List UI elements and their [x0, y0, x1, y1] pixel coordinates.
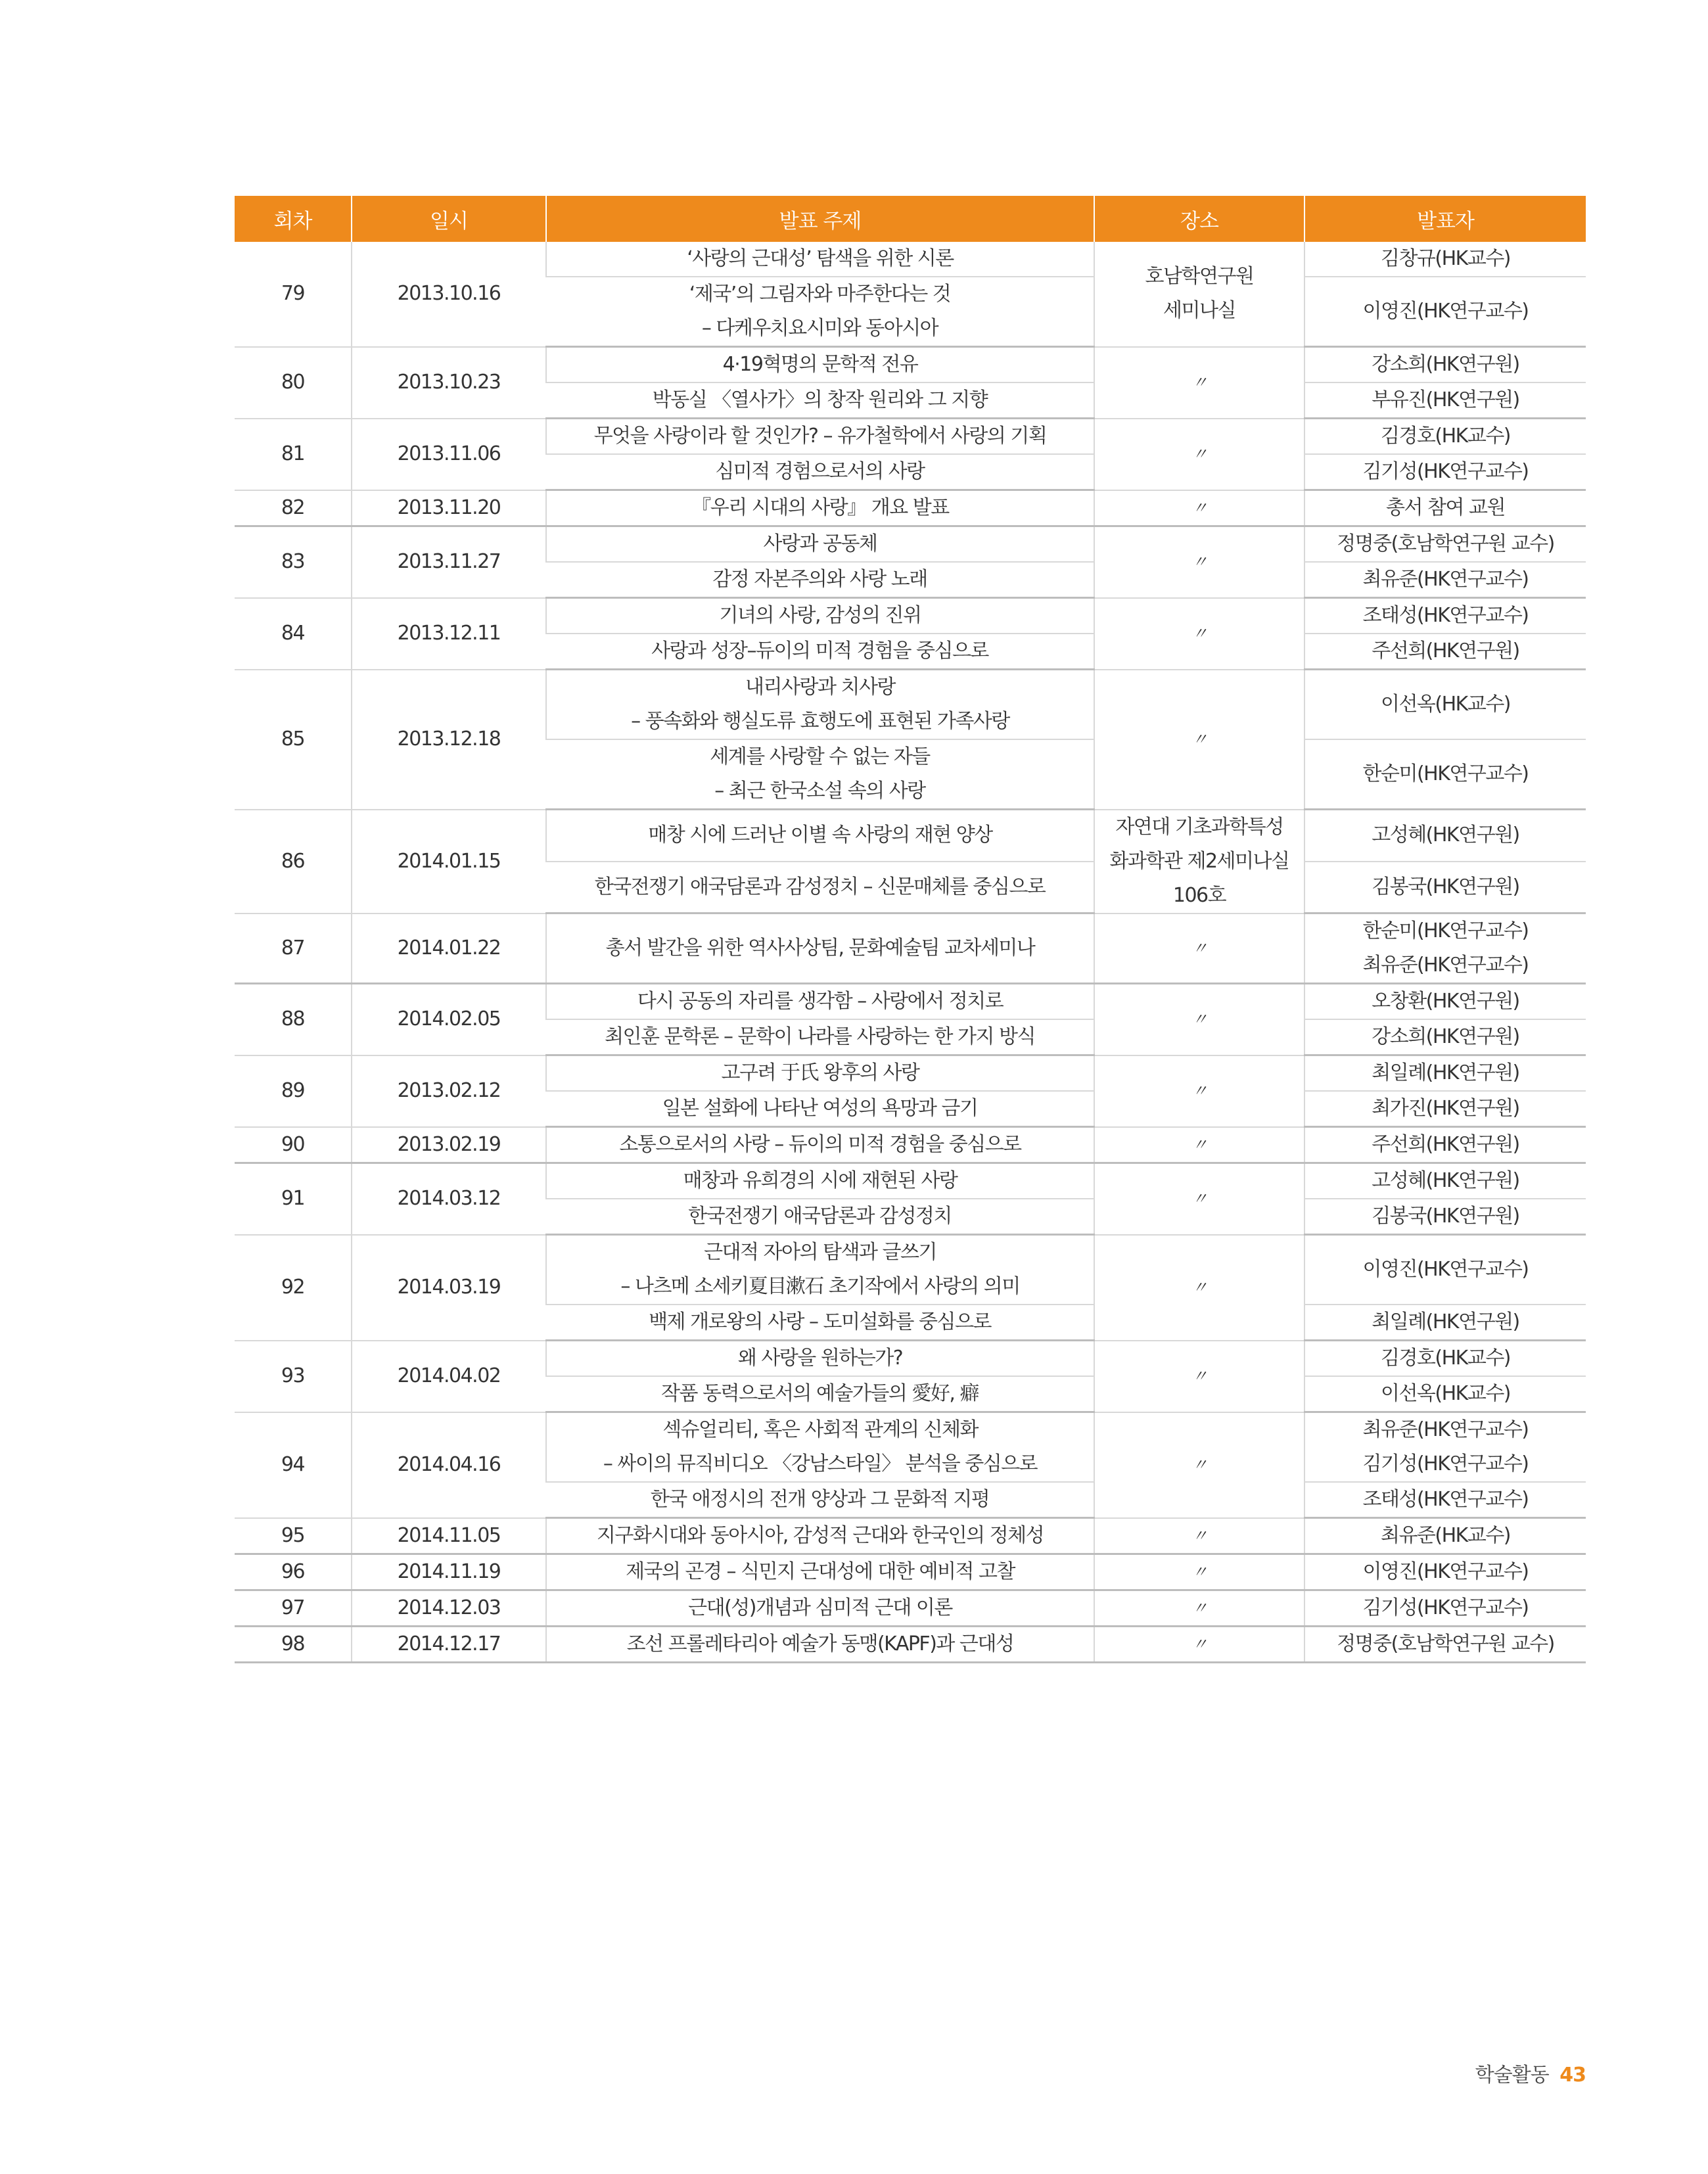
topic-line: 매창 시에 드러난 이별 속 사랑의 재현 양상 — [648, 823, 992, 847]
header-venue: 장소 — [1094, 196, 1304, 242]
presenter-cell — [1304, 1305, 1586, 1341]
topic-line: 다시 공동의 자리를 생각함 – 사랑에서 정치로 — [637, 990, 1004, 1013]
topic-line: 기녀의 사랑, 감성의 진위 — [719, 604, 921, 627]
table-row — [235, 810, 1586, 862]
date-cell: 2013.11.20 — [352, 490, 546, 526]
table-row — [235, 1554, 1586, 1590]
round-cell: 81 — [235, 419, 352, 490]
topic-line: – 다케우치요시미와 동아시아 — [701, 317, 938, 340]
presenter-line: 강소희(HK연구원) — [1372, 1025, 1519, 1048]
presenter-cell — [1304, 914, 1586, 984]
presenter-line: 조태성(HK연구교수) — [1362, 604, 1529, 627]
topic-line: 한국 애정시의 전개 양상과 그 문화적 지평 — [650, 1488, 990, 1511]
presenter-line: 한순미(HK연구교수) — [1362, 919, 1529, 942]
topic-cell — [546, 1127, 1094, 1163]
presenter-cell — [1304, 862, 1586, 914]
venue-line: 〃 — [1191, 1190, 1207, 1209]
topic-line: 최인훈 문학론 – 문학이 나라를 사랑하는 한 가지 방식 — [605, 1025, 1035, 1048]
venue-line: 〃 — [1191, 1082, 1207, 1100]
date-cell: 2013.11.06 — [352, 419, 546, 490]
presenter-line: 고성혜(HK연구원) — [1372, 823, 1519, 847]
topic-cell — [546, 739, 1094, 810]
presenter-line: 한순미(HK연구교수) — [1362, 762, 1529, 785]
venue-cell — [1094, 1341, 1304, 1412]
venue-line: 〃 — [1191, 1456, 1207, 1474]
presenter-cell — [1304, 1412, 1586, 1483]
topic-cell — [546, 1554, 1094, 1590]
seminar-schedule-table — [235, 196, 1586, 1663]
header-topic: 발표 주제 — [546, 196, 1094, 242]
table-row — [235, 1235, 1586, 1305]
venue-cell — [1094, 347, 1304, 419]
venue-line: 자연대 기초과학특성 — [1115, 815, 1283, 839]
round-cell: 84 — [235, 598, 352, 670]
date-cell: 2013.10.23 — [352, 347, 546, 419]
topic-cell — [546, 862, 1094, 914]
presenter-line: 이영진(HK연구교수) — [1362, 1560, 1529, 1583]
round-cell: 95 — [235, 1518, 352, 1554]
topic-line: ‘사랑의 근대성’ 탐색을 위한 시론 — [687, 247, 954, 270]
presenter-cell — [1304, 382, 1586, 419]
topic-line: 근대적 자아의 탐색과 글쓰기 — [704, 1241, 936, 1264]
presenter-cell — [1304, 1554, 1586, 1590]
topic-cell — [546, 1482, 1094, 1518]
presenter-line: 김경호(HK교수) — [1380, 425, 1511, 448]
venue-line: 〃 — [1191, 938, 1207, 958]
venue-cell — [1094, 1055, 1304, 1127]
presenter-line: 정명중(호남학연구원 교수) — [1337, 532, 1554, 555]
topic-line: 한국전쟁기 애국담론과 감성정치 — [688, 1205, 952, 1228]
venue-line: 〃 — [1191, 498, 1207, 517]
date-cell: 2014.03.19 — [352, 1235, 546, 1341]
venue-cell — [1094, 1163, 1304, 1235]
table-row — [235, 914, 1586, 984]
venue-cell — [1094, 1554, 1304, 1590]
presenter-cell — [1304, 1055, 1586, 1092]
topic-line: 감정 자본주의와 사랑 노래 — [712, 568, 927, 591]
round-cell: 88 — [235, 984, 352, 1055]
presenter-line: 최가진(HK연구원) — [1372, 1097, 1519, 1120]
table-row — [235, 490, 1586, 526]
venue-cell — [1094, 1127, 1304, 1163]
venue-line: 106호 — [1172, 883, 1226, 907]
header-round: 회차 — [235, 196, 352, 242]
presenter-cell — [1304, 1163, 1586, 1199]
page-number: 43 — [1559, 2064, 1586, 2087]
round-cell: 82 — [235, 490, 352, 526]
round-cell: 79 — [235, 242, 352, 347]
round-cell: 83 — [235, 526, 352, 598]
table-row — [235, 242, 1586, 277]
date-cell: 2014.01.15 — [352, 810, 546, 914]
topic-line: 제국의 곤경 – 식민지 근대성에 대한 예비적 고찰 — [626, 1560, 1015, 1583]
presenter-cell — [1304, 1376, 1586, 1412]
presenter-cell — [1304, 1590, 1586, 1627]
presenter-cell — [1304, 1235, 1586, 1305]
presenter-cell — [1304, 1627, 1586, 1663]
table-header-row — [235, 196, 1586, 242]
venue-cell — [1094, 984, 1304, 1055]
topic-cell — [546, 914, 1094, 984]
presenter-line: 이선옥(HK교수) — [1380, 693, 1511, 716]
presenter-cell — [1304, 242, 1586, 277]
venue-cell — [1094, 490, 1304, 526]
date-cell: 2014.11.05 — [352, 1518, 546, 1554]
round-cell: 92 — [235, 1235, 352, 1341]
presenter-cell — [1304, 1127, 1586, 1163]
presenter-cell — [1304, 810, 1586, 862]
table-row — [235, 1341, 1586, 1377]
date-cell: 2014.02.05 — [352, 984, 546, 1055]
presenter-line: 김창규(HK교수) — [1380, 247, 1511, 270]
date-cell: 2014.11.19 — [352, 1554, 546, 1590]
header-date: 일시 — [352, 196, 546, 242]
date-cell: 2013.02.19 — [352, 1127, 546, 1163]
topic-cell — [546, 1055, 1094, 1092]
venue-line: 세미나실 — [1163, 299, 1235, 323]
venue-line: 〃 — [1191, 624, 1207, 643]
presenter-cell — [1304, 1518, 1586, 1554]
venue-cell — [1094, 419, 1304, 490]
date-cell: 2014.03.12 — [352, 1163, 546, 1235]
topic-cell — [546, 670, 1094, 740]
round-cell: 98 — [235, 1627, 352, 1663]
round-cell: 91 — [235, 1163, 352, 1235]
round-cell: 80 — [235, 347, 352, 419]
presenter-line: 김기성(HK연구교수) — [1362, 1452, 1529, 1475]
presenter-line: 고성혜(HK연구원) — [1372, 1169, 1519, 1192]
topic-line: 조선 프롤레타리아 예술가 동맹(KAPF)과 근대성 — [626, 1632, 1014, 1655]
venue-line: 〃 — [1191, 730, 1207, 749]
venue-line: 〃 — [1191, 1635, 1207, 1654]
date-cell: 2014.04.16 — [352, 1412, 546, 1518]
table-row — [235, 347, 1586, 383]
topic-line: 총서 발간을 위한 역사사상팀, 문화예술팀 교차세미나 — [605, 937, 1035, 960]
presenter-cell — [1304, 598, 1586, 634]
topic-cell — [546, 1019, 1094, 1055]
presenter-cell — [1304, 739, 1586, 810]
topic-line: 근대(성)개념과 심미적 근대 이론 — [688, 1596, 952, 1619]
round-cell: 90 — [235, 1127, 352, 1163]
topic-line: 매창과 유희경의 시에 재현된 사랑 — [683, 1169, 958, 1192]
venue-cell — [1094, 1590, 1304, 1627]
table-row — [235, 984, 1586, 1020]
presenter-cell — [1304, 634, 1586, 670]
topic-line: – 싸이의 뮤직비디오 〈강남스타일〉 분석을 중심으로 — [603, 1452, 1038, 1475]
topic-cell — [546, 419, 1094, 455]
venue-cell — [1094, 810, 1304, 914]
table-row — [235, 526, 1586, 563]
venue-cell — [1094, 1412, 1304, 1518]
topic-line: 백제 개로왕의 사랑 – 도미설화를 중심으로 — [649, 1310, 991, 1333]
presenter-line: 김봉국(HK연구원) — [1372, 1205, 1519, 1228]
round-cell: 86 — [235, 810, 352, 914]
presenter-line: 이영진(HK연구교수) — [1362, 1258, 1529, 1281]
topic-cell — [546, 1412, 1094, 1483]
topic-cell — [546, 1235, 1094, 1305]
topic-cell — [546, 598, 1094, 634]
venue-line: 〃 — [1191, 553, 1207, 572]
presenter-line: 이영진(HK연구교수) — [1362, 300, 1529, 323]
topic-line: 지구화시대와 동아시아, 감성적 근대와 한국인의 정체성 — [596, 1524, 1044, 1547]
topic-line: 4·19혁명의 문학적 전유 — [722, 353, 918, 376]
presenter-line: 김봉국(HK연구원) — [1372, 875, 1519, 898]
presenter-cell — [1304, 984, 1586, 1020]
table-row — [235, 1055, 1586, 1092]
presenter-line: 최유준(HK연구교수) — [1362, 568, 1529, 591]
round-cell: 97 — [235, 1590, 352, 1627]
date-cell: 2013.10.16 — [352, 242, 546, 347]
venue-line: 〃 — [1191, 1563, 1207, 1581]
presenter-line: 최유준(HK연구교수) — [1362, 954, 1529, 977]
presenter-line: 김기성(HK연구교수) — [1362, 460, 1529, 483]
presenter-line: 주선희(HK연구원) — [1372, 1133, 1519, 1156]
presenter-cell — [1304, 1482, 1586, 1518]
venue-line: 호남학연구원 — [1145, 265, 1254, 289]
table-row — [235, 1127, 1586, 1163]
round-cell: 96 — [235, 1554, 352, 1590]
topic-cell — [546, 562, 1094, 598]
presenter-line: 최유준(HK연구교수) — [1362, 1418, 1529, 1441]
venue-cell — [1094, 242, 1304, 347]
page-footer — [1475, 2058, 1586, 2087]
topic-cell — [546, 454, 1094, 490]
venue-line: 〃 — [1191, 1526, 1207, 1545]
venue-line: 〃 — [1191, 445, 1207, 463]
topic-cell — [546, 1091, 1094, 1127]
topic-line: – 나츠메 소세키夏目漱石 초기작에서 사랑의 의미 — [620, 1275, 1020, 1298]
presenter-line: 강소희(HK연구원) — [1372, 353, 1519, 376]
presenter-cell — [1304, 490, 1586, 526]
topic-line: 『우리 시대의 사랑』 개요 발표 — [691, 496, 949, 519]
topic-line: 심미적 경험으로서의 사랑 — [715, 460, 925, 483]
round-cell: 94 — [235, 1412, 352, 1518]
topic-cell — [546, 382, 1094, 419]
venue-cell — [1094, 1627, 1304, 1663]
presenter-line: 이선옥(HK교수) — [1380, 1382, 1511, 1405]
topic-cell — [546, 1376, 1094, 1412]
topic-cell — [546, 1199, 1094, 1235]
presenter-line: 주선희(HK연구원) — [1372, 639, 1519, 662]
presenter-line: 정명중(호남학연구원 교수) — [1337, 1632, 1554, 1655]
topic-cell — [546, 277, 1094, 347]
presenter-cell — [1304, 1341, 1586, 1377]
topic-line: 사랑과 성장–듀이의 미적 경험을 중심으로 — [651, 639, 988, 662]
venue-line: 화과학관 제2세미나실 — [1109, 849, 1289, 873]
presenter-line: 최유준(HK교수) — [1380, 1524, 1511, 1547]
topic-line: 내리사랑과 치사랑 — [745, 676, 895, 699]
presenter-cell — [1304, 1199, 1586, 1235]
venue-line: 〃 — [1191, 1135, 1207, 1154]
topic-line: 한국전쟁기 애국담론과 감성정치 – 신문매체를 중심으로 — [594, 875, 1046, 898]
presenter-cell — [1304, 454, 1586, 490]
topic-cell — [546, 1590, 1094, 1627]
topic-cell — [546, 490, 1094, 526]
date-cell: 2014.01.22 — [352, 914, 546, 984]
header-presenter: 발표자 — [1304, 196, 1586, 242]
venue-line: 〃 — [1191, 1367, 1207, 1385]
venue-cell — [1094, 670, 1304, 810]
venue-cell — [1094, 914, 1304, 984]
table-row — [235, 1163, 1586, 1199]
topic-cell — [546, 242, 1094, 277]
round-cell: 87 — [235, 914, 352, 984]
topic-cell — [546, 1627, 1094, 1663]
topic-cell — [546, 526, 1094, 563]
presenter-line: 최일례(HK연구원) — [1372, 1061, 1519, 1084]
table-row — [235, 1412, 1586, 1483]
topic-line: – 풍속화와 행실도류 효행도에 표현된 가족사랑 — [631, 710, 1009, 733]
table-body — [235, 242, 1586, 1663]
presenter-cell — [1304, 347, 1586, 383]
presenter-cell — [1304, 562, 1586, 598]
presenter-cell — [1304, 277, 1586, 347]
date-cell: 2014.04.02 — [352, 1341, 546, 1412]
topic-cell — [546, 634, 1094, 670]
topic-line: 박동실 〈열사가〉의 창작 원리와 그 지향 — [652, 388, 988, 411]
venue-line: 〃 — [1191, 1599, 1207, 1617]
topic-line: ‘제국’의 그림자와 마주한다는 것 — [689, 283, 951, 306]
presenter-line: 총서 참여 교원 — [1386, 496, 1505, 519]
topic-cell — [546, 1163, 1094, 1199]
presenter-line: 최일례(HK연구원) — [1372, 1310, 1519, 1333]
topic-line: 소통으로서의 사랑 – 듀이의 미적 경험을 중심으로 — [619, 1133, 1021, 1156]
presenter-cell — [1304, 670, 1586, 740]
topic-line: 작품 동력으로서의 예술가들의 愛好, 癖 — [661, 1382, 979, 1405]
venue-line: 〃 — [1191, 1010, 1207, 1029]
footer-section-title: 학술활동 — [1475, 2064, 1549, 2087]
topic-line: 사랑과 공동체 — [763, 532, 877, 555]
topic-line: 섹슈얼리티, 혹은 사회적 관계의 신체화 — [662, 1418, 978, 1441]
topic-line: 무엇을 사랑이라 할 것인가? – 유가철학에서 사랑의 기획 — [593, 425, 1047, 448]
date-cell: 2013.02.12 — [352, 1055, 546, 1127]
presenter-line: 김경호(HK교수) — [1380, 1347, 1511, 1370]
topic-cell — [546, 810, 1094, 862]
presenter-line: 오창환(HK연구원) — [1372, 990, 1519, 1013]
round-cell: 93 — [235, 1341, 352, 1412]
date-cell: 2013.12.11 — [352, 598, 546, 670]
topic-cell — [546, 1305, 1094, 1341]
table-row — [235, 1518, 1586, 1554]
presenter-cell — [1304, 1019, 1586, 1055]
topic-line: 세계를 사랑할 수 없는 자들 — [710, 745, 930, 768]
topic-cell — [546, 1341, 1094, 1377]
venue-cell — [1094, 598, 1304, 670]
venue-cell — [1094, 526, 1304, 598]
venue-cell — [1094, 1518, 1304, 1554]
topic-cell — [546, 984, 1094, 1020]
round-cell: 89 — [235, 1055, 352, 1127]
table-row — [235, 1627, 1586, 1663]
date-cell: 2014.12.03 — [352, 1590, 546, 1627]
venue-cell — [1094, 1235, 1304, 1341]
table-row — [235, 670, 1586, 740]
date-cell: 2013.12.18 — [352, 670, 546, 810]
presenter-line: 조태성(HK연구교수) — [1362, 1488, 1529, 1511]
topic-line: – 최근 한국소설 속의 사랑 — [714, 779, 925, 802]
presenter-cell — [1304, 526, 1586, 563]
presenter-line: 부유진(HK연구원) — [1372, 388, 1519, 411]
table-row — [235, 1590, 1586, 1627]
topic-line: 일본 설화에 나타난 여성의 욕망과 금기 — [662, 1097, 978, 1120]
venue-line: 〃 — [1191, 373, 1207, 392]
date-cell: 2013.11.27 — [352, 526, 546, 598]
venue-line: 〃 — [1191, 1278, 1207, 1297]
presenter-cell — [1304, 1091, 1586, 1127]
table-row — [235, 419, 1586, 455]
presenter-line: 김기성(HK연구교수) — [1362, 1596, 1529, 1619]
round-cell: 85 — [235, 670, 352, 810]
date-cell: 2014.12.17 — [352, 1627, 546, 1663]
topic-cell — [546, 347, 1094, 383]
topic-line: 왜 사랑을 원하는가? — [737, 1347, 903, 1370]
presenter-cell — [1304, 419, 1586, 455]
table-row — [235, 598, 1586, 634]
topic-cell — [546, 1518, 1094, 1554]
topic-line: 고구려 于氏 왕후의 사랑 — [721, 1061, 919, 1084]
